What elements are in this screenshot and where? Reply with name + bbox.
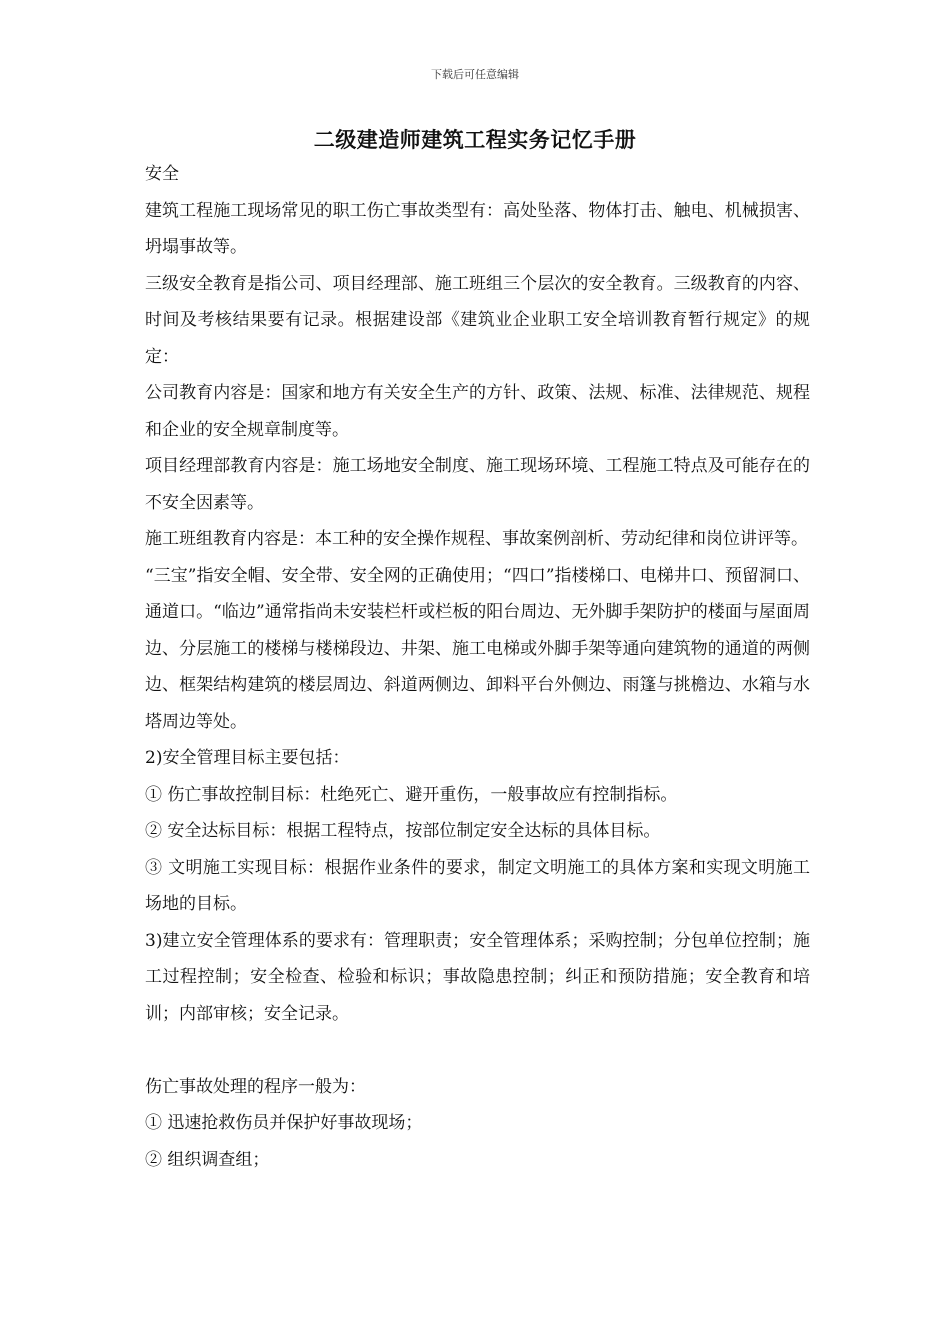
paragraph-three-treasures: “三宝”指安全帽、安全带、安全网的正确使用；“四口”指楼梯口、电梯井口、预留洞口、通道口。“临边”通常指尚未安装栏杆或栏板的阳台周边、无外脚手架防护的楼面与屋面周边、分层施工的楼梯与楼梯段边、井架、施工电梯或外脚手架等通向建筑物的通道的两侧边、框架结构建筑的楼层周边、斜道两侧边、卸料平台外侧边、雨篷与挑檐边、水箱与水塔周边等处。 <box>145 565 810 732</box>
paragraph-accident-types: 建筑工程施工现场常见的职工伤亡事故类型有：高处坠落、物体打击、触电、机械损害、坍塌事故等。 <box>145 200 810 257</box>
paragraph-project-education: 项目经理部教育内容是：施工场地安全制度、施工现场环境、工程施工特点及可能存在的不安全因素等。 <box>145 456 810 513</box>
list-item-target-1: ① 伤亡事故控制目标：杜绝死亡、避开重伤，一般事故应有控制指标。 <box>145 784 678 805</box>
document-title: 二级建造师建筑工程实务记忆手册 <box>313 127 637 152</box>
blank-line <box>145 1032 810 1069</box>
section-heading-safety: 安全 <box>145 164 179 184</box>
paragraph-management-system: 3)建立安全管理体系的要求有：管理职责；安全管理体系；采购控制；分包单位控制；施工过程控制；安全检查、检验和标识；事故隐患控制；纠正和预防措施；安全教育和培训；内部审核；安全记录。 <box>145 930 810 1024</box>
list-item-target-3: ③ 文明施工实现目标：根据作业条件的要求，制定文明施工的具体方案和实现文明施工场地的目标。 <box>145 857 810 914</box>
list-item-target-2: ② 安全达标目标：根据工程特点，按部位制定安全达标的具体目标。 <box>145 821 661 841</box>
paragraph-three-level-education: 三级安全教育是指公司、项目经理部、施工班组三个层次的安全教育。三级教育的内容、时间及考核结果要有记录。根据建设部《建筑业企业职工安全培训教育暂行规定》的规定： <box>145 273 810 367</box>
header-note: 下载后可任意编辑 <box>431 68 519 81</box>
paragraph-safety-targets: 2)安全管理目标主要包括： <box>145 748 350 768</box>
document-body <box>145 156 810 1178</box>
paragraph-company-education: 公司教育内容是：国家和地方有关安全生产的方针、政策、法规、标准、法律规范、规程和企业的安全规章制度等。 <box>145 383 810 440</box>
paragraph-team-education: 施工班组教育内容是：本工种的安全操作规程、事故案例剖析、劳动纪律和岗位讲评等。 <box>145 529 808 549</box>
list-item-procedure-2: ② 组织调查组； <box>145 1149 270 1170</box>
list-item-procedure-1: ① 迅速抢救伤员并保护好事故现场； <box>145 1113 423 1133</box>
paragraph-accident-procedure: 伤亡事故处理的程序一般为： <box>145 1076 366 1097</box>
